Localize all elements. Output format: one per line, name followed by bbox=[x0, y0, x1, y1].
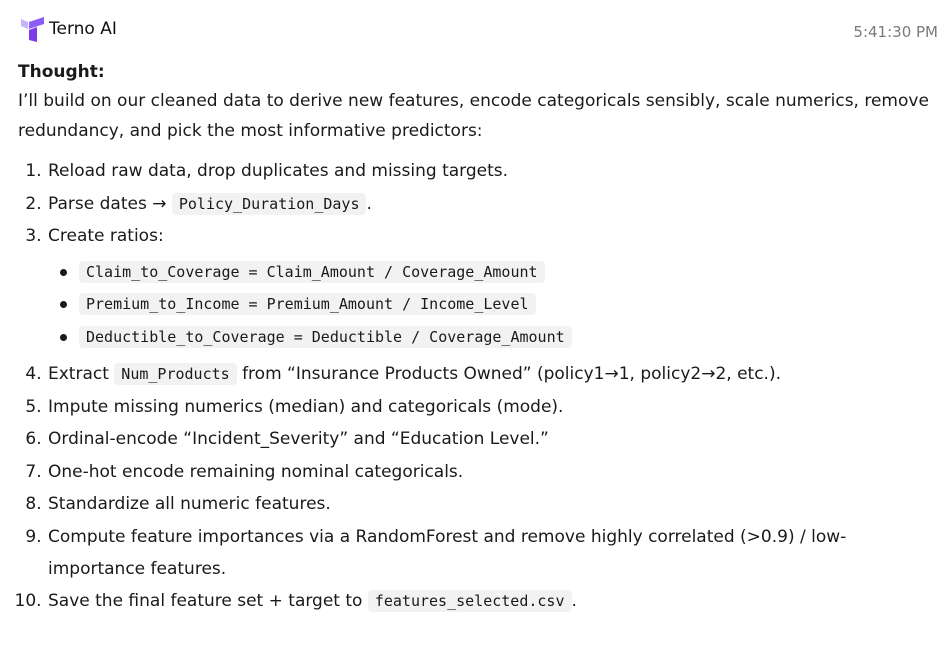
ratio-item bbox=[79, 288, 933, 321]
code-span: Claim_to_Coverage = Claim_Amount / Coverage_Amount bbox=[79, 261, 545, 283]
terno-logo-icon bbox=[20, 16, 46, 44]
thought-intro: I’ll build on our cleaned data to derive new features, encode categoricals sensibly, scale numerics, remove redundancy, and pick the most informative predictors: bbox=[18, 91, 929, 141]
code-span: Deductible_to_Coverage = Deductible / Coverage_Amount bbox=[79, 326, 572, 348]
step-text: Save the final feature set + target to bbox=[48, 590, 368, 611]
step-item bbox=[47, 423, 933, 456]
step-text: One-hot encode remaining nominal categoricals. bbox=[48, 461, 464, 482]
code-span: Num_Products bbox=[114, 363, 236, 385]
code-span: Policy_Duration_Days bbox=[172, 193, 367, 215]
step-text: Reload raw data, drop duplicates and missing targets. bbox=[48, 161, 509, 181]
step-text: Extract bbox=[48, 364, 115, 384]
message-timestamp: 5:41:30 PM bbox=[853, 23, 938, 41]
step-text: . bbox=[366, 193, 372, 214]
step-item bbox=[47, 488, 933, 521]
step-text: Standardize all numeric features. bbox=[48, 494, 331, 514]
message-header bbox=[18, 16, 938, 46]
step-item bbox=[47, 155, 933, 188]
step-text: Impute missing numerics (median) and categoricals (mode). bbox=[48, 396, 564, 417]
ratio-item bbox=[79, 256, 933, 289]
step-text: Create ratios: bbox=[48, 226, 164, 246]
brand-name: Terno AI bbox=[49, 19, 117, 39]
step-text: from “Insurance Products Owned” (policy1→1, policy2→2, etc.). bbox=[236, 364, 781, 384]
step-item bbox=[47, 188, 933, 221]
code-span: Premium_to_Income = Premium_Amount / Income_Level bbox=[79, 293, 536, 315]
step-item bbox=[47, 456, 933, 489]
code-span: features_selected.csv bbox=[368, 590, 572, 612]
step-item bbox=[47, 585, 933, 618]
step-text: Parse dates → bbox=[48, 193, 172, 214]
thought-label: Thought: bbox=[18, 62, 105, 82]
ratios-list bbox=[48, 256, 933, 354]
step-text: Compute feature importances via a RandomForest and remove highly correlated (>0.9) / low-importance features. bbox=[48, 526, 847, 579]
step-text: . bbox=[571, 590, 577, 611]
step-item bbox=[47, 220, 933, 353]
step-item bbox=[47, 391, 933, 424]
steps-list bbox=[18, 155, 933, 617]
step-item bbox=[47, 521, 933, 585]
step-item bbox=[47, 358, 933, 391]
step-text: Ordinal-encode “Incident_Severity” and “Education Level.” bbox=[48, 429, 549, 449]
message-body bbox=[18, 58, 933, 617]
ratio-item bbox=[79, 321, 933, 354]
